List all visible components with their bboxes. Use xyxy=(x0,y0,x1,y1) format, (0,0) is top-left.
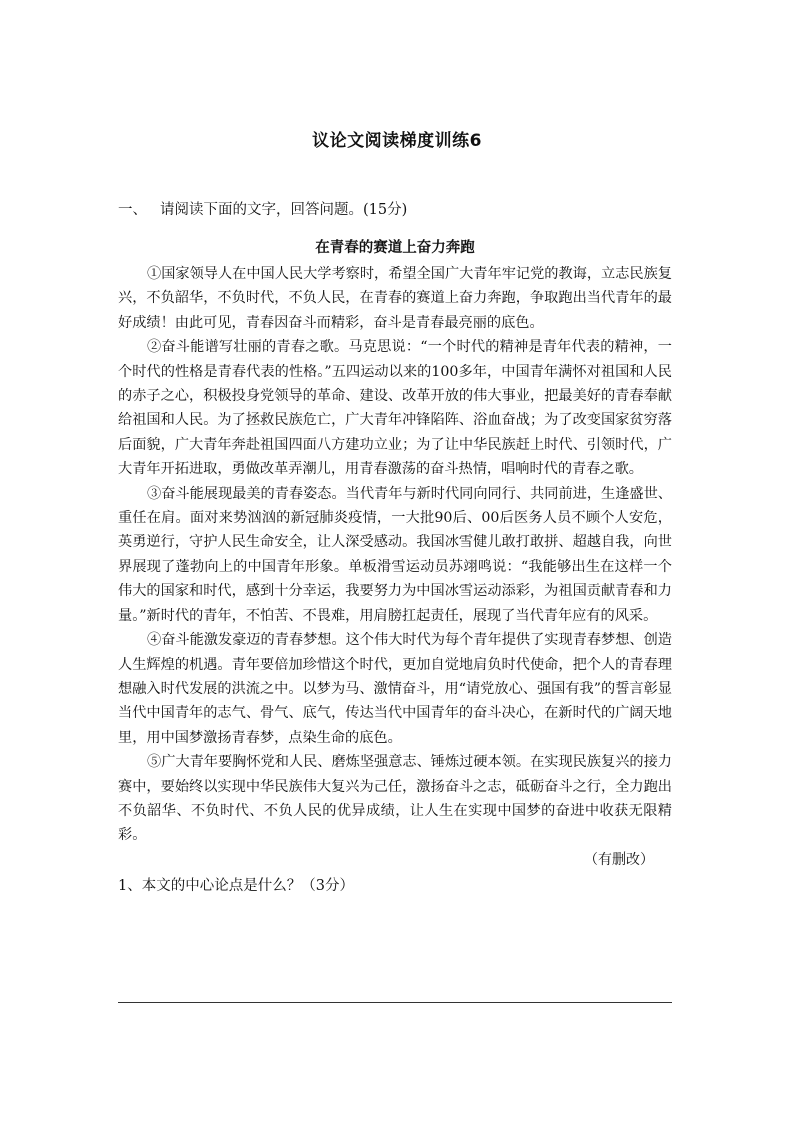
article xyxy=(118,238,672,898)
source-note: （有删改） xyxy=(584,851,654,868)
article-paragraph: ③奋斗能展现最美的青春姿态。当代青年与新时代同向同行、共同前进，生逢盛世、重任在肩。面对来势汹汹的新冠肺炎疫情，一大批90后、00后医务人员不顾个人安危，英勇逆行，守护人民生命安全，让人深受感动。我国冰雪健儿敢打敢拼、超越自我，向世界展现了蓬勃向上的中国青年形象。单板滑雪运动员苏翊鸣说：“我能够出生在这样一个伟大的国家和时代，感到十分幸运，我要努力为中国冰雪运动添彩，为祖国贡献青春和力量。”新时代的青年，不怕苦、不畏难，用肩膀扛起责任，展现了当代青年应有的风采。 xyxy=(118,485,672,624)
answer-line[interactable] xyxy=(118,1002,672,1003)
article-title: 在青春的赛道上奋力奔跑 xyxy=(315,240,475,256)
article-paragraph: ⑤广大青年要胸怀党和人民、磨炼坚强意志、锤炼过硬本领。在实现民族复兴的接力赛中，要始终以实现中华民族伟大复兴为己任，激扬奋斗之志，砥砺奋斗之行，全力跑出不负韶华、不负时代、不负人民的优异成绩，让人生在实现中国梦的奋进中收获无限精彩。 xyxy=(118,754,672,844)
article-paragraph: ②奋斗能谱写壮丽的青春之歌。马克思说：“一个时代的精神是青年代表的精神，一个时代的性格是青春代表的性格。”五四运动以来的100多年，中国青年满怀对祖国和人民的赤子之心，积极投身党领导的革命、建设、改革开放的伟大事业，把最美好的青春奉献给祖国和人民。为了拯救民族危亡，广大青年冲锋陷阵、浴血奋战；为了改变国家贫穷落后面貌，广大青年奔赴祖国四面八方建功立业；为了让中华民族赶上时代、引领时代，广大青年开拓进取，勇做改革弄潮儿，用青春激荡的奋斗热情，唱响时代的青春之歌。 xyxy=(118,339,672,478)
section-number: 一、 xyxy=(118,202,147,218)
article-paragraph: ④奋斗能激发豪迈的青春梦想。这个伟大时代为每个青年提供了实现青春梦想、创造人生辉煌的机遇。青年要倍加珍惜这个时代，更加自觉地肩负时代使命，把个人的青春理想融入时代发展的洪流之中。以梦为马、激情奋斗，用“请党放心、强国有我”的誓言彰显当代中国青年的志气、骨气、底气，传达当代中国青年的奋斗决心，在新时代的广阔天地里，用中国梦激扬青春梦，点染生命的底色。 xyxy=(118,632,672,746)
document-title: 议论文阅读梯度训练6 xyxy=(312,131,482,151)
section-instruction: 请阅读下面的文字，回答问题。(15分) xyxy=(160,202,408,218)
question-item: 1、本文的中心论点是什么？（3分） xyxy=(118,877,354,894)
article-paragraph: ①国家领导人在中国人民大学考察时，希望全国广大青年牢记党的教诲，立志民族复兴，不负韶华，不负时代，不负人民，在青春的赛道上奋力奔跑，争取跑出当代青年的最好成绩！由此可见，青春因奋斗而精彩，奋斗是青春最亮丽的底色。 xyxy=(118,266,672,331)
section-header xyxy=(118,198,407,219)
